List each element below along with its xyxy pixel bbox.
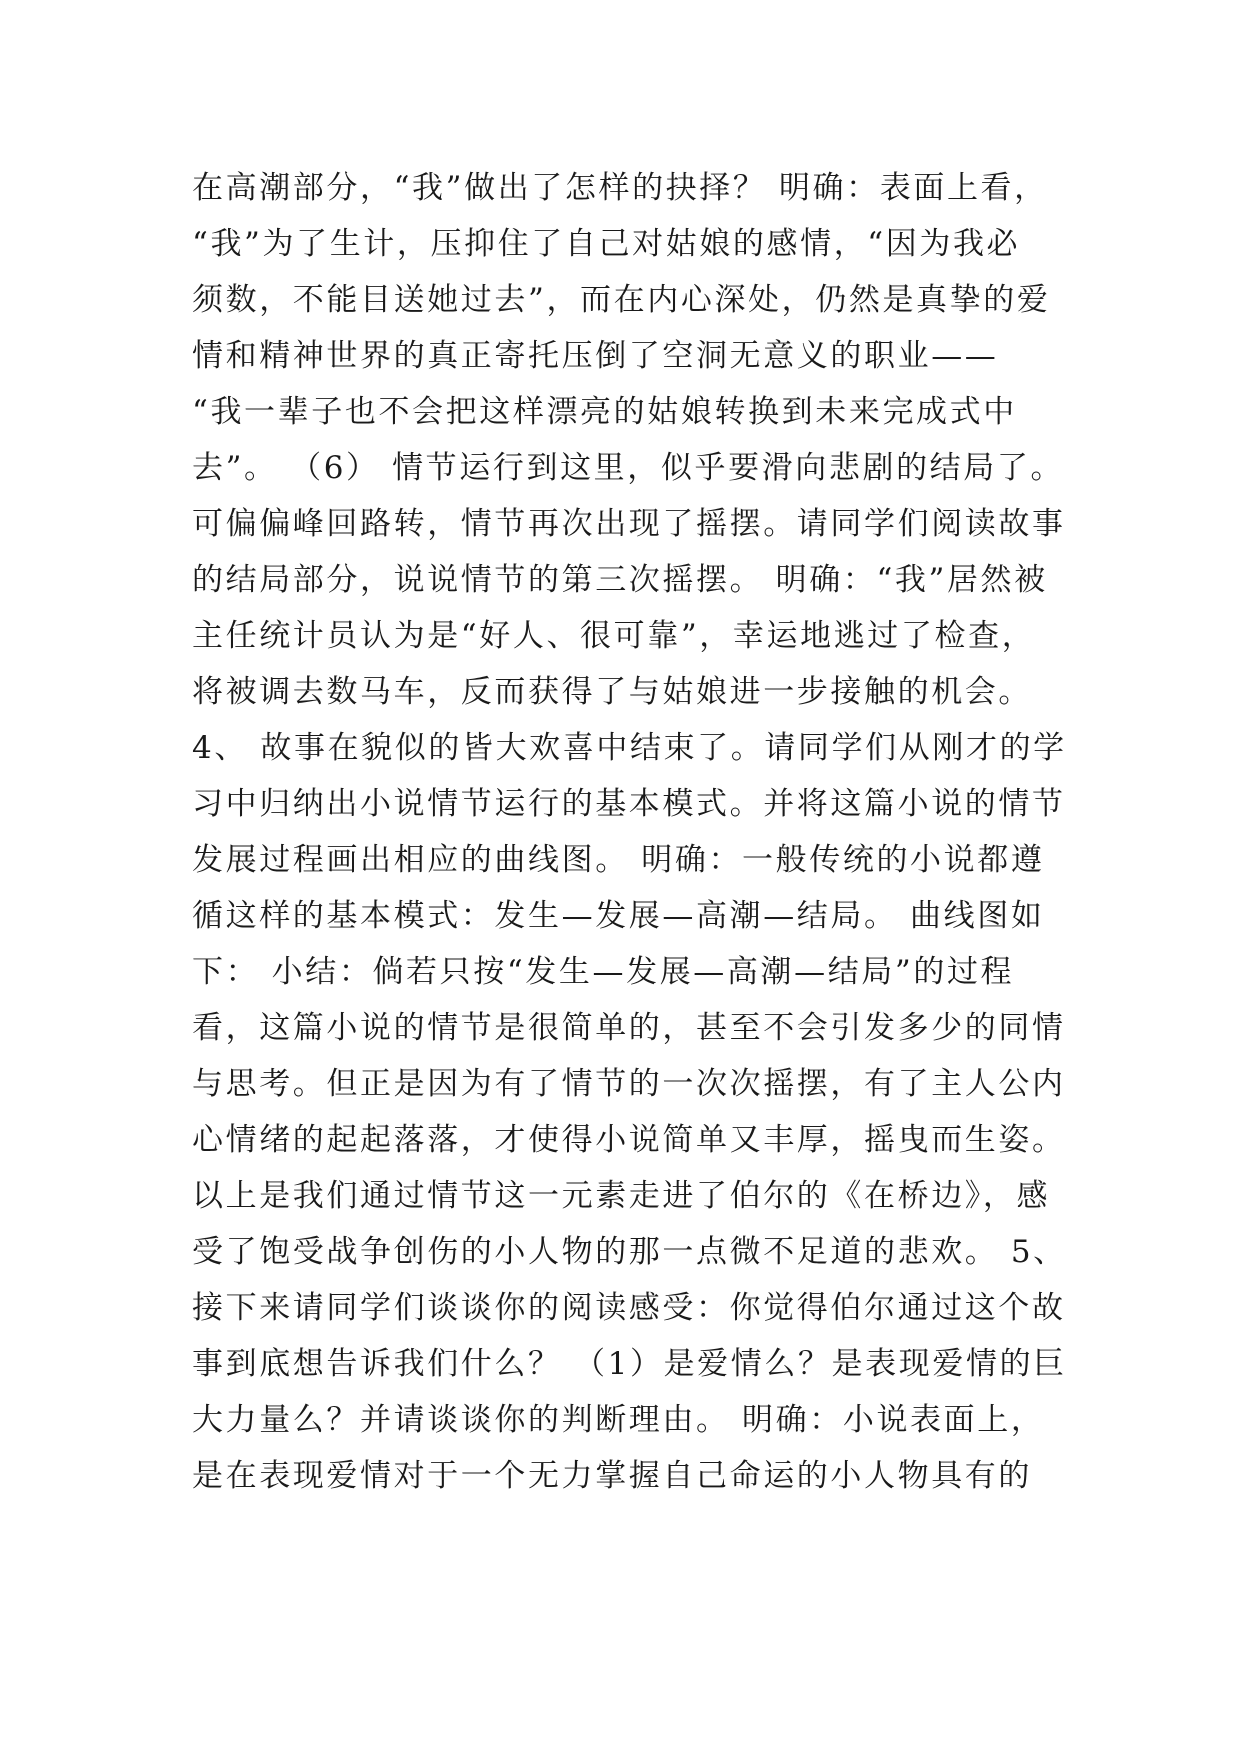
text-line: 情和精神世界的真正寄托压倒了空洞无意义的职业—— (192, 338, 999, 374)
text-line: 与思考。但正是因为有了情节的一次次摇摆，有了主人公内 (192, 1066, 1066, 1102)
text-line: 习中归纳出小说情节运行的基本模式。并将这篇小说的情节 (192, 786, 1066, 822)
text-line: 受了饱受战争创伤的小人物的那一点微不足道的悲欢。 5、 (192, 1234, 1067, 1270)
text-line: 将被调去数马车，反而获得了与姑娘进一步接触的机会。 (192, 674, 1032, 710)
text-line: 须数，不能目送她过去”，而在内心深处，仍然是真挚的爱 (192, 282, 1051, 318)
text-line: 发展过程画出相应的曲线图。 明确：一般传统的小说都遵 (192, 842, 1045, 878)
text-line: 以上是我们通过情节这一元素走进了伯尔的《在桥边》，感 (192, 1178, 1051, 1214)
text-line: 看，这篇小说的情节是很简单的，甚至不会引发多少的同情 (192, 1010, 1066, 1046)
text-line: 事到底想告诉我们什么？ （1）是爱情么？是表现爱情的巨 (192, 1346, 1067, 1382)
text-line: 主任统计员认为是“好人、很可靠”，幸运地逃过了检查， (192, 618, 1036, 654)
text-line: 是在表现爱情对于一个无力掌握自己命运的小人物具有的 (192, 1458, 1032, 1494)
text-line: 接下来请同学们谈谈你的阅读感受：你觉得伯尔通过这个故 (192, 1290, 1066, 1326)
text-line: “我一辈子也不会把这样漂亮的姑娘转换到未来完成式中 (192, 394, 1017, 430)
text-line: 在高潮部分，“我”做出了怎样的抉择？ 明确：表面上看， (192, 170, 1048, 206)
text-line: 可偏偏峰回路转，情节再次出现了摇摆。请同学们阅读故事 (192, 506, 1066, 542)
text-line: 心情绪的起起落落，才使得小说简单又丰厚，摇曳而生姿。 (192, 1122, 1066, 1158)
text-line: 4、 故事在貌似的皆大欢喜中结束了。请同学们从刚才的学 (192, 730, 1067, 766)
text-line: 循这样的基本模式：发生—发展—高潮—结局。 曲线图如 (192, 898, 1045, 934)
body-text (192, 160, 1072, 1504)
text-line: 大力量么？并请谈谈你的判断理由。 明确：小说表面上， (192, 1402, 1045, 1438)
text-line: 的结局部分，说说情节的第三次摇摆。 明确：“我”居然被 (192, 562, 1048, 598)
text-line: 去”。 （6） 情节运行到这里，似乎要滑向悲剧的结局了。 (192, 450, 1065, 486)
text-line: “我”为了生计，压抑住了自己对姑娘的感情，“因为我必 (192, 226, 1021, 262)
text-line: 下： 小结：倘若只按“发生—发展—高潮—结局”的过程 (192, 954, 1015, 990)
